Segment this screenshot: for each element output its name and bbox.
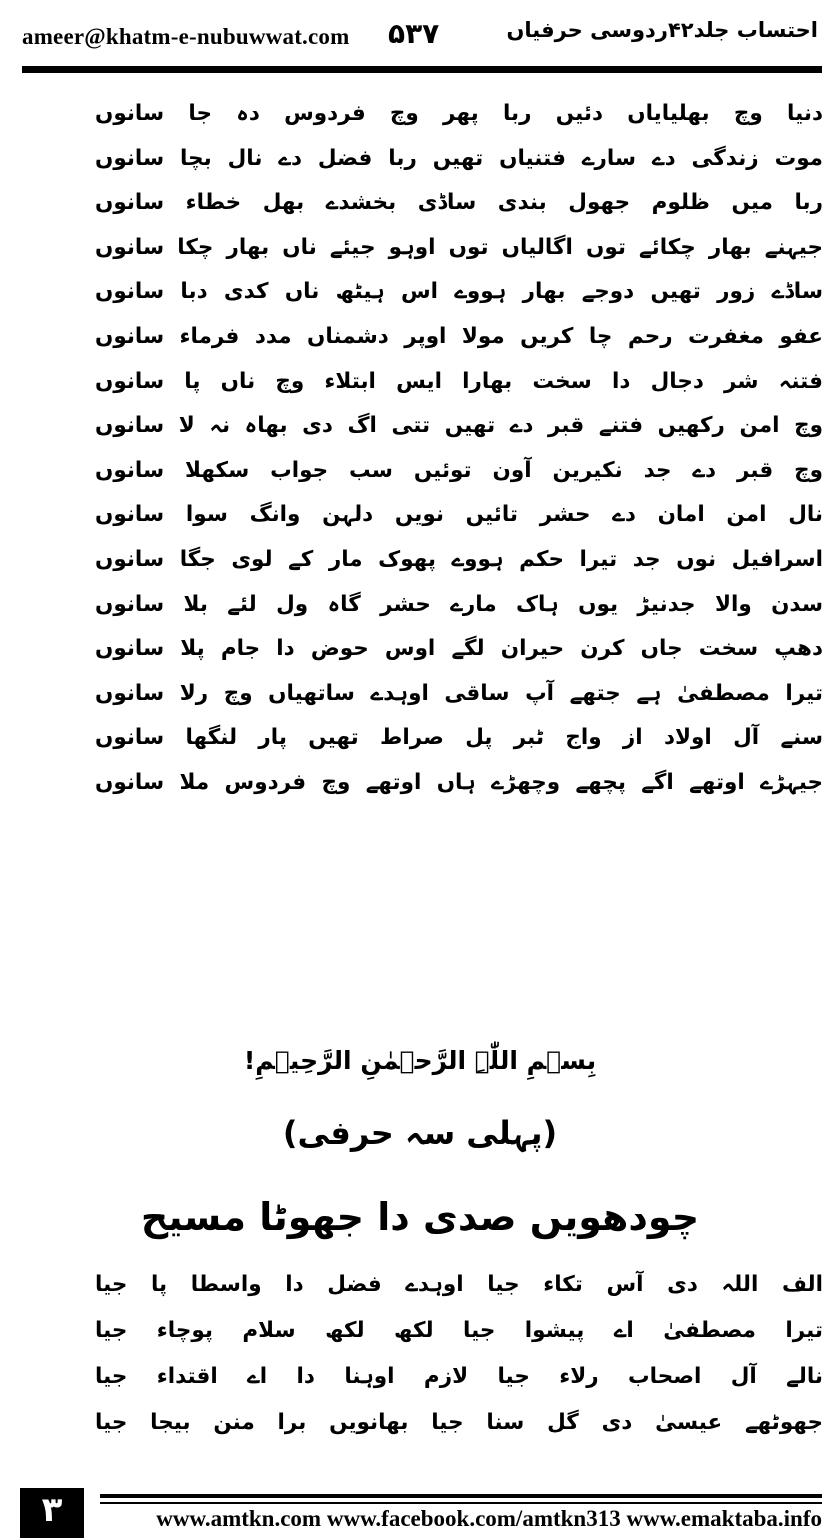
verse-line: نالے آل اصحاب رلاء جیا لازم اوہنا دا اے اقتداء جیا <box>95 1364 823 1389</box>
footer-rule <box>100 1494 822 1498</box>
bismillah-heading: بِسۡمِ اللّٰہِ الرَّحۡمٰنِ الرَّحِیۡمِ! <box>243 1046 597 1075</box>
poem-line: دھپ سخت جاں کرن حیران لگے اوس حوض دا جام پلا سانوں <box>95 636 823 662</box>
section-subtitle: (پہلی سہ حرفی) <box>282 1114 558 1152</box>
poem-line: نال امن امان دے حشر تائیں نویں دلہن وانگ سوا سانوں <box>95 502 823 528</box>
verse-line: الف اللہ دی آس تکاء جیا اوہدے فضل دا واسطا پا جیا <box>95 1272 823 1297</box>
poem-line: فتنہ شر دجال دا سخت بھارا ایس ابتلاء وچ ناں پا سانوں <box>95 368 823 394</box>
page-header <box>0 0 840 76</box>
poem-block <box>95 92 823 806</box>
header-page-number: ۵۳۷ <box>388 17 440 50</box>
poem-line: دنیا وچ بھلیایاں دئیں ربا پھر وچ فردوس دہ جا سانوں <box>95 101 823 126</box>
poem-line: تیرا مصطفیٰ ہے جتھے آپ ساقی اوہدے ساتھیاں وچ رلا سانوں <box>95 680 823 706</box>
poem-line: ربا میں ظلوم جھول بندی ساڈی بخشدے بھل خطاء سانوں <box>95 190 823 216</box>
poem-line: وچ امن رکھیں فتنے قبر دے تھیں تتی اگ دی بھاہ نہ لا سانوں <box>95 413 823 439</box>
poem-line: عفو مغفرت رحم چا کریں مولا اوپر دشمناں مدد فرماء سانوں <box>95 323 823 349</box>
verse-line: جھوٹھے عیسیٰ دی گل سنا جیا بھانویں برا منن بیجا جیا <box>95 1410 823 1435</box>
footer-rule-thin <box>100 1502 822 1504</box>
poem-line: وچ قبر دے جد نکیرین آون توئیں سب جواب سکھلا سانوں <box>95 457 823 483</box>
header-book-title: احتساب جلد۴۲ردوسی حرفیاں <box>506 18 818 42</box>
poem-line: جیہڑے اوتھے اگے پچھے وچھڑے ہاں اوتھے وچ فردوس ملا سانوں <box>95 769 823 795</box>
verse-block <box>95 1262 823 1446</box>
poem-line: سدن والا جدنیڑ یوں ہاک مارے حشر گاہ ول لئے بلا سانوں <box>95 591 823 617</box>
verse-line: تیرا مصطفیٰ اے پیشوا جیا لکھ لکھ سلام پوچاء جیا <box>95 1318 823 1343</box>
poem-line: جیہنے بھار چکائے توں اگالیاں توں اوہو جیئے ناں بھار چکا سانوں <box>95 234 823 260</box>
section-title: چودھویں صدی دا جھوٹا مسیح <box>140 1195 700 1239</box>
header-rule <box>22 66 822 73</box>
poem-line: اسرافیل نوں جد تیرا حکم ہووے پھوک مار کے لوی جگا سانوں <box>95 546 823 572</box>
poem-line: سنے آل اولاد از واج ٹبر پل صراط تھیں پار لنگھا سانوں <box>95 725 823 751</box>
header-email: ameer@khatm-e-nubuwwat.com <box>22 24 350 49</box>
poem-line: موت زندگی دے سارے فتنیاں تھیں ربا فضل دے نال بچا سانوں <box>95 145 823 171</box>
footer-links: www.amtkn.com www.facebook.com/amtkn313 www.emaktaba.info <box>156 1506 822 1531</box>
footer-page-number: ۳ <box>20 1488 84 1538</box>
poem-line: ساڈے زور تھیں دوجے بھار ہووے اس ہیٹھ ناں کدی دبا سانوں <box>95 279 823 305</box>
